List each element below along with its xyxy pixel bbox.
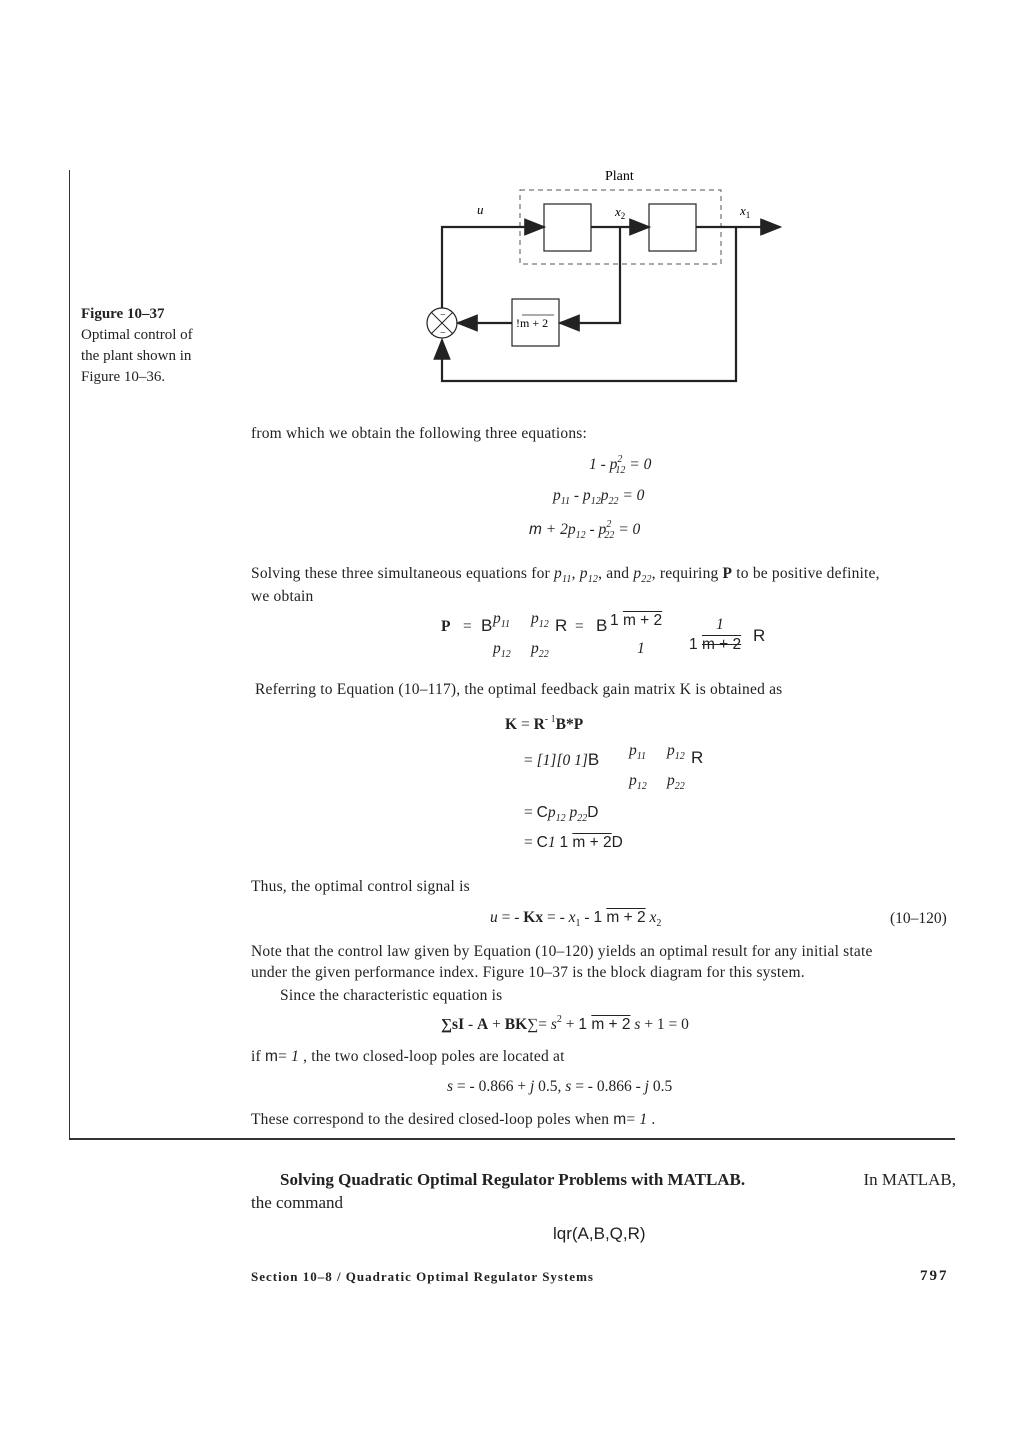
equation-3: $m + 2p_{12} - p^2_{22} = 0$ [529,519,641,541]
plant-label: Plant [605,169,634,184]
page-number: 797 [920,1268,949,1284]
feedback-gain-label: !m + 2 [516,316,549,330]
paragraph-1: from which we obtain the following three equations: [251,425,588,442]
u-label: u [477,202,484,217]
paragraph-7: if m= 1 , the two closed-loop poles are located at [251,1048,565,1065]
svg-text:−: − [440,328,446,339]
x2-label: $x_2$ [615,204,626,221]
block-1 [544,204,591,251]
caption-line-3: Figure 10–36. [81,369,166,385]
caption-line-2: the plant shown in [81,348,192,364]
heading-continuation: the command [251,1193,344,1212]
paragraph-2: Solving these three simultaneous equations for $p_{11}$, $p_{12}$, and $p_{22}$, requiring P to be positive definite, we obtain [251,565,880,605]
equation-number: (10–120) [890,910,947,927]
paragraph-4: Thus, the optimal control signal is [251,878,470,895]
paragraph-5: Note that the control law given by Equation (10–120) yields an optimal result for any initial state under the given performance index. Figure 10–37 is the block diagram for this system. [251,943,873,981]
closed-loop-poles: s = - 0.866 + j 0.5, s = - 0.866 - j 0.5 [447,1078,673,1095]
paragraph-3: Referring to Equation (10–117), the optimal feedback gain matrix K is obtained as [255,681,783,698]
paragraph-6: Since the characteristic equation is [280,987,503,1004]
block-2 [649,204,696,251]
section-heading: Solving Quadratic Optimal Regulator Problems with MATLAB. In MATLAB, [280,1170,956,1189]
x1-label: $x_1$ [740,203,751,220]
gain-matrix-K: $K = R^{- 1}B*P$ = [1][0 1]B $p_{11}$ $p_{12}$ R $p_{12}$ $p_{22}$ = $Cp_{12}$ $p_{22}D$ = C1 1 m + 2D [505,714,704,851]
margin-rule [69,170,70,1139]
caption-title: Figure 10–37 [81,306,165,322]
figure-caption [81,304,241,388]
section-rule [69,1138,955,1140]
equation-1: $1 - p^2_{12} = 0$ [589,454,652,476]
characteristic-equation: $\sum sI - A + BK\sum= s^2 + 1$ m + 2 s + 1 = 0 [441,1014,689,1033]
svg-text:−: − [440,310,446,321]
control-law: u = - Kx = - $x_1 - 1$ m + 2 $x_2$ [490,909,662,929]
block-diagram [400,160,800,390]
equation-2: $p_{11} - p_{12}p_{22} = 0$ [553,487,645,507]
caption-line-1: Optimal control of [81,327,193,343]
matrix-P: P = B $p_{11}$ $p_{12}$ R = B 1 m + 2 1 $p_{12}$ $p_{22}$ 1 1 m + 2 R [441,610,766,660]
matlab-command: lqr(A,B,Q,R) [553,1224,646,1243]
paragraph-8: These correspond to the desired closed-loop poles when m= 1 . [251,1111,656,1128]
footer-section: Section 10–8 / Quadratic Optimal Regulator Systems [251,1269,594,1284]
